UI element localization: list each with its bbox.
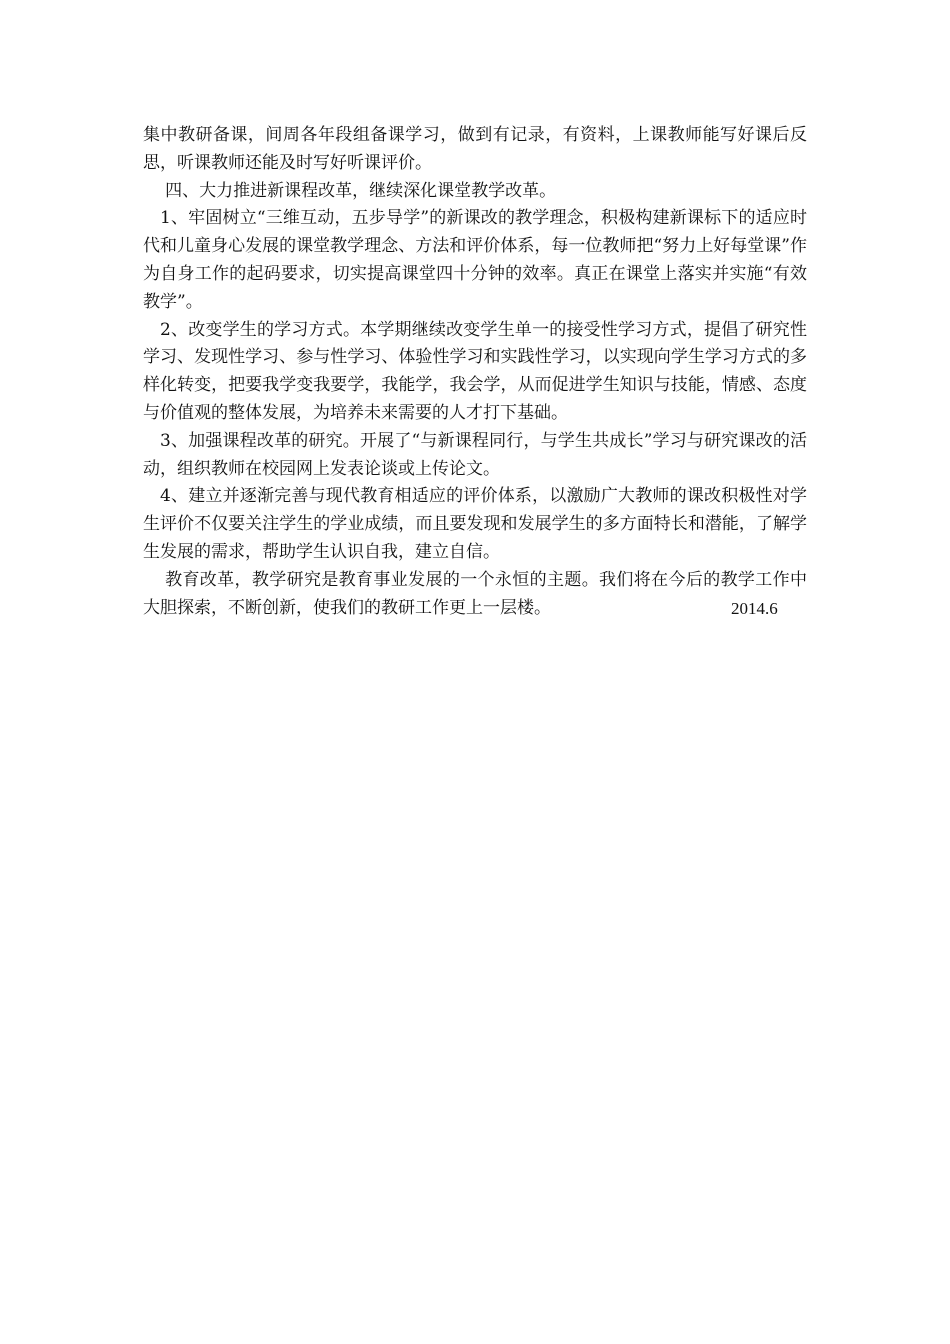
document-date: 2014.6 — [731, 599, 778, 618]
paragraph-item-2: 2、改变学生的学习方式。本学期继续改变学生单一的接受性学习方式，提倡了研究性学习、发现性学习、参与性学习、体验性学习和实践性学习，以实现向学生学习方式的多样化转变，把要我学变我要学，我能学，我会学，从而促进学生知识与技能，情感、态度与价值观的整体发展，为培养未来需要的人才打下基础。 — [143, 319, 807, 423]
document-body — [143, 122, 807, 622]
paragraph-item-1: 1、牢固树立“三维互动，五步导学”的新课改的教学理念，积极构建新课标下的适应时代和儿童身心发展的课堂教学理念、方法和评价体系，每一位教师把“努力上好每堂课”作为自身工作的起码要求，切实提高课堂四十分钟的效率。真正在课堂上落实并实施“有效教学”。 — [143, 208, 807, 312]
paragraph-item-4: 4、建立并逐渐完善与现代教育相适应的评价体系，以激励广大教师的课改积极性对学生评价不仅要关注学生的学业成绩，而且要发现和发展学生的多方面特长和潜能，了解学生发展的需求，帮助学生认识自我，建立自信。 — [143, 486, 807, 562]
paragraph-continuation: 集中教研备课，间周各年段组备课学习，做到有记录，有资料，上课教师能写好课后反思，听课教师还能及时写好听课评价。 — [143, 125, 807, 173]
paragraph-section-heading: 四、大力推进新课程改革，继续深化课堂教学改革。 — [165, 180, 557, 201]
paragraph-conclusion: 教育改革，教学研究是教育事业发展的一个永恒的主题。我们将在今后的教学工作中大胆探索，不断创新，使我们的教研工作更上一层楼。 — [143, 569, 807, 618]
paragraph-item-3: 3、加强课程改革的研究。开展了“与新课程同行，与学生共成长”学习与研究课改的活动，组织教师在校园网上发表论谈或上传论文。 — [143, 430, 807, 479]
